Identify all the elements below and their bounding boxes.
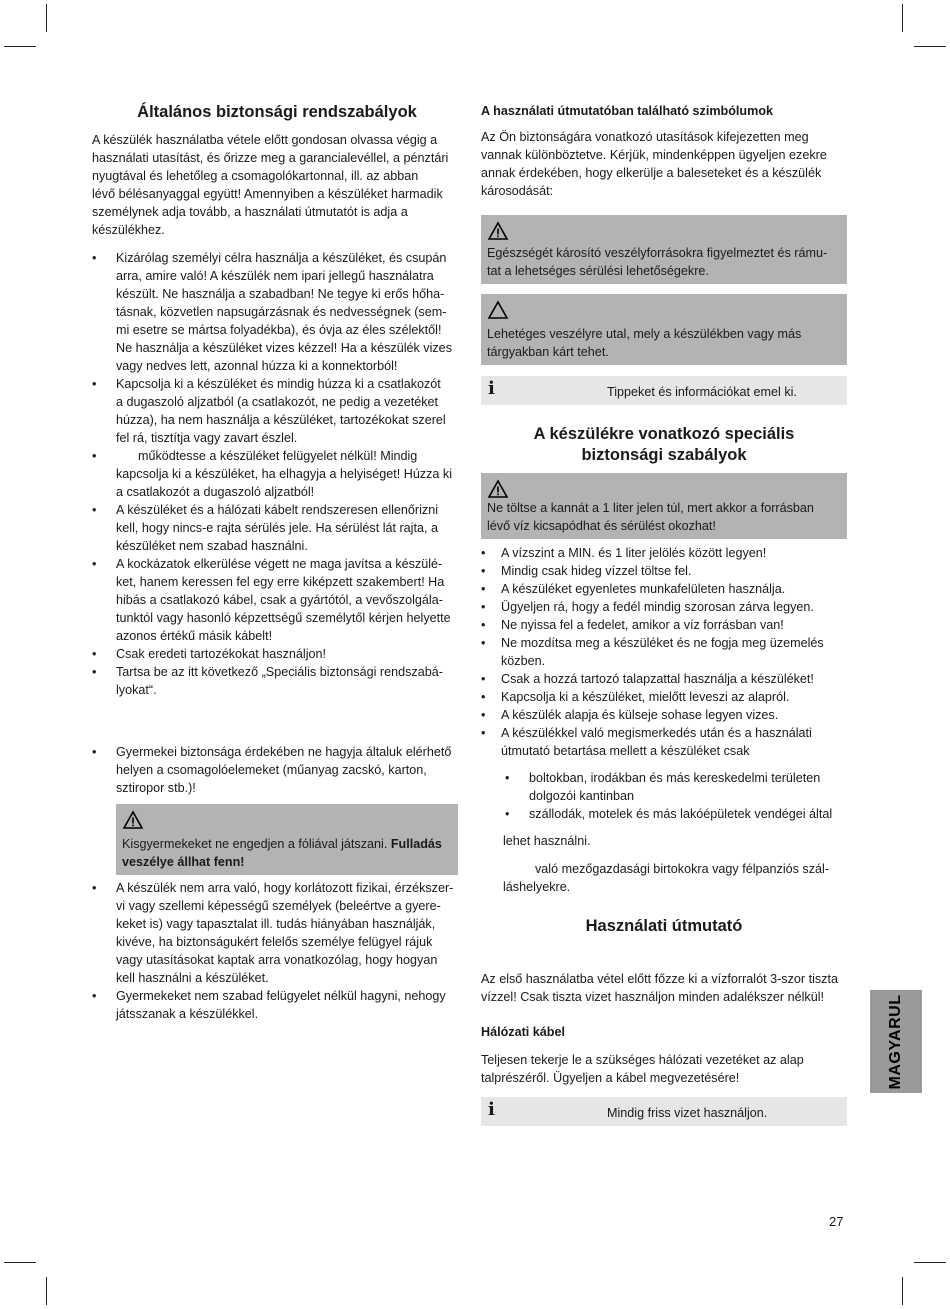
text-line: lyokat“. — [116, 683, 157, 697]
list-item — [481, 688, 847, 706]
text-line: Kizárólag személyi célra használja a készüléket, és csupán — [116, 251, 447, 265]
text-line: Gyermekeket nem szabad felügyelet nélkül hagyni, nehogy — [116, 989, 446, 1003]
text-line: Ügyeljen rá, hogy a fedél mindig szorosan zárva legyen. — [501, 600, 814, 614]
text-line: Kapcsolja ki a készüléket, mielőtt leveszi az alapról. — [501, 690, 790, 704]
capability-list — [92, 879, 462, 1023]
list-item — [92, 447, 462, 501]
tip-box — [481, 376, 847, 405]
crop-mark — [46, 1277, 47, 1305]
suffocation-warning-box — [116, 804, 458, 875]
cable-heading: Hálózati kábel — [481, 1025, 565, 1039]
text-line: Az Ön biztonságára vonatkozó utasítások kifejezetten meg — [481, 130, 809, 144]
list-item — [481, 544, 847, 562]
text-line: lévő víz kicsapódhat és sérülést okozhat! — [487, 519, 716, 533]
text-line: hibás a csatlakozó kábel, csak a gyártótól, a vevőszolgála- — [116, 593, 443, 607]
text-line: láshelyekre. — [503, 880, 571, 894]
damage-warning-box — [481, 294, 847, 365]
heading-line: A készülékre vonatkozó speciális — [533, 425, 795, 443]
text-line: dolgozói kantinban — [529, 789, 635, 803]
warning-triangle-icon — [122, 810, 144, 830]
caution-triangle-icon — [487, 300, 509, 320]
heading-line: biztonsági szabályok — [581, 446, 747, 464]
text-line: kivéve, ha biztonságukért felelős személye felügyel rájuk — [116, 935, 433, 949]
text-line: a dugaszoló aljzatból (a csatlakozót, ne pedig a vezetéket — [116, 395, 439, 409]
text-line: nyugtával és lehetőleg a csomagolókartonnal, ill. az abban — [92, 169, 419, 183]
warning-triangle-icon — [487, 221, 509, 241]
list-item — [92, 743, 462, 797]
symbols-heading: A használati útmutatóban található szimbólumok — [481, 104, 774, 118]
text-line: játsszanak a készülékkel. — [116, 1007, 259, 1021]
text-line: kell, hogy nincs-e rajta sérülés jele. Ha sérülést lát rajta, a — [116, 521, 438, 535]
text-line: Egészségét károsító veszélyforrásokra figyelmeztet és rámu- — [487, 246, 828, 260]
text-line: A kockázatok elkerülése végett ne maga javítsa a készülé- — [116, 557, 443, 571]
text-line: A készülék alapja és külseje sohase legyen vizes. — [501, 708, 779, 722]
text-line: mi esetre se mártsa folyadékba), és óvja az éles szélektől! — [116, 323, 442, 337]
text-line: útmutató betartása mellett a készüléket csak — [501, 744, 750, 758]
list-item — [481, 670, 847, 688]
text-line: Kapcsolja ki a készüléket és mindig húzza ki a csatlakozót — [116, 377, 441, 391]
page-number: 27 — [829, 1214, 844, 1229]
text-line: kell használni a készüléket. — [116, 971, 269, 985]
text-line: Csak eredeti tartozékokat használjon! — [116, 647, 327, 661]
fill-level-warning-box — [481, 473, 847, 539]
crop-mark — [4, 46, 36, 47]
list-item — [481, 616, 847, 634]
info-icon: i — [488, 378, 495, 399]
text-line: talprészéről. Ügyeljen a kábel megvezetésére! — [481, 1071, 740, 1085]
tip-text: Tippeket és információkat emel ki. — [607, 385, 797, 399]
text-line: való mezőgazdasági birtokokra vagy félpanziós szál- — [535, 862, 830, 876]
warning-text: Kisgyermekeket ne engedjen a fóliával játszani. Fulladás veszélye állhat fenn! — [122, 837, 442, 869]
usage-text — [481, 970, 847, 1006]
warning-text — [487, 499, 841, 535]
info-icon: i — [488, 1099, 495, 1120]
crop-mark — [46, 4, 47, 32]
text-line: keket is) vagy tapasztalat ill. tudás hiányában használják, — [116, 917, 436, 931]
list-item — [481, 706, 847, 724]
crop-mark — [902, 1277, 903, 1305]
text-line: a csatlakozót a dugaszoló aljzatból! — [116, 485, 315, 499]
crop-mark — [4, 1262, 36, 1263]
list-item — [481, 724, 847, 760]
list-item — [481, 562, 847, 580]
symbols-intro — [481, 128, 847, 200]
text-line: Csak a hozzá tartozó talapzattal használja a készüléket! — [501, 672, 814, 686]
text-line: készüléket nem szabad használni. — [116, 539, 308, 553]
list-item — [481, 580, 847, 598]
cable-text — [481, 1051, 847, 1087]
text-line: készült. Ne használja a szabadban! Ne tegye ki erős hőha- — [116, 287, 445, 301]
list-item — [92, 375, 462, 447]
text-line: lévő bélésanyaggal együtt! Amennyiben a készüléket harmadik — [92, 187, 443, 201]
text-line: Gyermekei biztonsága érdekében ne hagyja általuk elérhető — [116, 745, 452, 759]
text-line: A készüléket és a hálózati kábelt rendszeresen ellenőrizni — [116, 503, 439, 517]
list-item — [501, 769, 847, 805]
list-item — [92, 555, 462, 645]
farm-text — [481, 860, 847, 896]
text-line: működtesse a készüléket felügyelet nélkül! Mindig — [138, 449, 418, 463]
text-line: károsodását: — [481, 184, 554, 198]
text-line: A készülékkel való megismerkedés után és a használati — [501, 726, 812, 740]
safety-list — [92, 249, 462, 699]
crop-mark — [902, 4, 903, 32]
text-line: boltokban, irodákban és más kereskedelmi területen — [529, 771, 821, 785]
text-line: A vízszint a MIN. és 1 liter jelölés között legyen! — [501, 546, 767, 560]
usage-places-list — [501, 769, 847, 823]
health-warning-box — [481, 215, 847, 284]
list-item — [92, 501, 462, 555]
text-line: fel rá, tisztítja vagy zavart észlel. — [116, 431, 298, 445]
text-line: használati utasítást, és őrizze meg a garancialevéllel, a pénztári — [92, 151, 449, 165]
text-line: Tartsa be az itt következő „Speciális biztonsági rendszabá- — [116, 665, 443, 679]
text-line: sztiropor stb.)! — [116, 781, 196, 795]
text-line: annak érdekében, hogy elkerülje a baleseteket és a készülék — [481, 166, 822, 180]
special-rules-list — [481, 544, 847, 760]
list-item — [92, 249, 462, 375]
text-line: ket, hanem keressen fel egy erre kiképzett szakembert! Ha — [116, 575, 445, 589]
list-item — [92, 879, 462, 987]
warning-text — [487, 244, 841, 280]
text-line: szállodák, motelek és más lakóépületek vendégei által — [529, 807, 833, 821]
left-column — [92, 102, 462, 1023]
text-line: Mindig csak hideg vízzel töltse fel. — [501, 564, 692, 578]
text-line: vagy nedves lett, azonnal húzza ki a konnektorból! — [116, 359, 398, 373]
list-item — [92, 645, 462, 663]
crop-mark — [914, 46, 946, 47]
child-safety-list — [92, 743, 462, 797]
list-item — [92, 663, 462, 699]
text-line: Ne mozdítsa meg a készüléket és ne fogja meg üzemelés — [501, 636, 824, 650]
text-line: Ne használja a készüléket vizes kézzel! Ha a készülék vizes — [116, 341, 452, 355]
text-line: húzza), ha nem használja a készüléket, tartozékokat szerel — [116, 413, 446, 427]
text-line: Ne töltse a kannát a 1 liter jelen túl, mert akkor a forrásban — [487, 501, 814, 515]
tip-box — [481, 1097, 847, 1126]
text-line: készülékhez. — [92, 223, 165, 237]
warning-triangle-icon — [487, 479, 509, 499]
general-safety-heading: Általános biztonsági rendszabályok — [137, 103, 417, 121]
text-line: A készüléket egyenletes munkafelületen használja. — [501, 582, 786, 596]
text-line: tárgyakban kárt tehet. — [487, 345, 609, 359]
tip-text: Mindig friss vizet használjon. — [607, 1106, 768, 1120]
lehet-text: lehet használni. — [503, 834, 591, 848]
usage-heading: Használati útmutató — [585, 917, 743, 935]
right-column — [481, 102, 847, 1126]
special-safety-heading — [481, 424, 847, 466]
language-label: MAGYARUL — [887, 994, 904, 1089]
text-line: tunktól vagy hasonló képzettségű személytől kérjen helyette — [116, 611, 451, 625]
crop-mark — [914, 1262, 946, 1263]
text-line: A készülék nem arra való, hogy korlátozott fizikai, érzékszer- — [116, 881, 454, 895]
text-line: tásnak, közvetlen napsugárzásnak és nedvességnek (sem- — [116, 305, 447, 319]
warning-text — [487, 325, 841, 361]
text-line: vi vagy szellemi képességű személyek (beleértve a gyere- — [116, 899, 441, 913]
text-line: helyen a csomagolóelemeket (műanyag zacskó, karton, — [116, 763, 427, 777]
text-line: kapcsolja ki a készüléket, ha elhagyja a helyiséget! Húzza ki — [116, 467, 453, 481]
text-line: vannak különböztetve. Kérjük, mindenképpen ügyeljen ezekre — [481, 148, 827, 162]
text-line: Az első használatba vétel előtt főzze ki a vízforralót 3-szor tiszta — [481, 972, 838, 986]
list-item — [501, 805, 847, 823]
text-line: arra, amire való! A készülék nem ipari jellegű használatra — [116, 269, 434, 283]
text-line: személynek adja tovább, a használati útmutatót is adja a — [92, 205, 408, 219]
text-line: Teljesen tekerje le a szükséges hálózati vezetéket az alap — [481, 1053, 804, 1067]
text-line: közben. — [501, 654, 546, 668]
text-line: azonos értékű másik kábelt! — [116, 629, 273, 643]
text-line: Lehetéges veszélyre utal, mely a készülékben vagy más — [487, 327, 802, 341]
text-line: A készülék használatba vétele előtt gondosan olvassa végig a — [92, 133, 438, 147]
text-line: Ne nyissa fel a fedelet, amikor a víz forrásban van! — [501, 618, 784, 632]
text-line: vagy utasításokat kaptak arra vonatkozólag, hogy hogyan — [116, 953, 438, 967]
intro-paragraph — [92, 131, 462, 239]
list-item — [481, 634, 847, 670]
list-item — [481, 598, 847, 616]
text-line: vízzel! Csak tiszta vizet használjon minden adalékszer nélkül! — [481, 990, 824, 1004]
text-line: tat a lehetséges sérülési lehetőségekre. — [487, 264, 709, 278]
language-tab — [870, 990, 922, 1093]
list-item — [92, 987, 462, 1023]
